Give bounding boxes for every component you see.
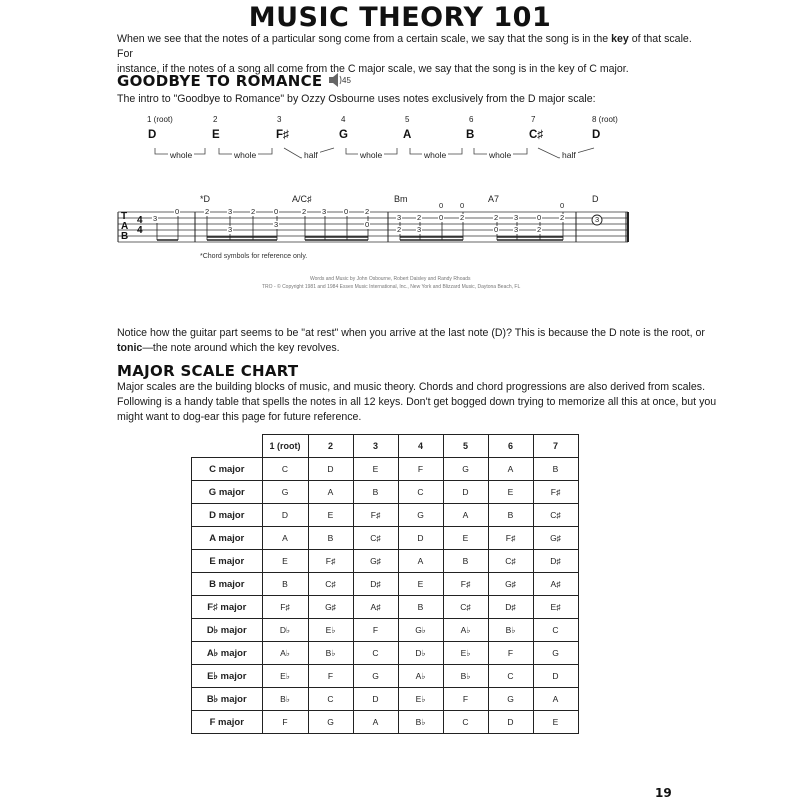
table-cell: B [533,458,578,481]
table-cell: D [443,481,488,504]
table-cell: C♯ [443,596,488,619]
row-key-label: E♭ major [192,665,263,688]
column-header: 6 [488,435,533,458]
tab-fret: 2 [417,213,422,222]
table-row [192,665,579,688]
table-cell: B [443,550,488,573]
table-cell: G [533,642,578,665]
column-header: 2 [308,435,353,458]
intro-text-1: When we see that the notes of a particular song come from a certain scale, we say that the song is in the [117,33,612,45]
degree-4: 4 [341,115,346,124]
table-cell: F♯ [308,550,353,573]
tab-fret: 3 [274,220,279,229]
table-cell: G♯ [353,550,398,573]
degree-8: 8 (root) [592,115,618,124]
table-cell: E♭ [398,688,443,711]
table-cell: B [398,596,443,619]
step-label: whole [489,150,512,160]
table-cell: E [488,481,533,504]
page-title: MUSIC THEORY 101 [248,2,552,33]
chord-symbol: D [592,194,599,204]
row-key-label: C major [192,458,263,481]
credits-line-1: Words and Music by John Osbourne, Robert Daisley and Randy Rhoads [310,276,471,282]
final-note-fret: 3 [595,215,600,224]
tab-clef [121,212,128,242]
table-corner-cell [192,435,263,458]
table-cell: B [353,481,398,504]
table-cell: G♯ [488,573,533,596]
degree-7: 7 [531,115,536,124]
major-scale-text-2: Following is a handy table that spells the notes in all 12 keys. Don't get bogged down trying to memorize all this at once, but you [117,396,717,408]
table-cell: F♯ [443,573,488,596]
rest-text-1: Notice how the guitar part seems to be "at rest" when you arrive at the last note (D)? This is because the D note is the root, or [117,327,705,339]
table-cell: C [533,619,578,642]
table-cell: E♭ [262,665,308,688]
credits-line-2: TRO - © Copyright 1981 and 1984 Essex Music International, Inc., New York and Blizzard Music, Daytona Beach, FL [262,284,521,290]
table-cell: C♯ [308,573,353,596]
tab-clef-b: B [121,231,129,242]
scale-note: C♯ [529,129,544,141]
table-row [192,550,579,573]
time-signature [137,216,143,236]
tab-fret: 3 [397,213,402,222]
tab-fret: 2 [302,207,307,216]
table-cell: E [353,458,398,481]
table-cell: G [262,481,308,504]
table-cell: G [353,665,398,688]
table-row [192,619,579,642]
table-row [192,642,579,665]
table-cell: C♯ [353,527,398,550]
table-cell: G♯ [308,596,353,619]
table-cell: A [353,711,398,734]
row-key-label: G major [192,481,263,504]
chord-symbol: *D [200,194,211,204]
table-cell: E [443,527,488,550]
chord-symbol: A/C♯ [292,194,312,204]
table-cell: A [488,458,533,481]
table-cell: B [308,527,353,550]
tab-fret: 3 [514,225,519,234]
degree-5: 5 [405,115,410,124]
scale-note: F♯ [276,129,289,141]
table-cell: F♯ [262,596,308,619]
intro-text-3: instance, if the notes of a song all come from the C major scale, we say that the song is in the key of C major. [117,63,629,75]
major-scale-text-1: Major scales are the building blocks of music, and music theory. Chords and chord progressions are also derived from scales. [117,381,706,393]
table-row [192,573,579,596]
table-cell: D♭ [262,619,308,642]
table-cell: A [533,688,578,711]
table-cell: D♭ [398,642,443,665]
tab-fret: 2 [494,213,499,222]
table-cell: G [398,504,443,527]
table-cell: G [443,458,488,481]
major-scale-paragraph [117,380,717,425]
audio-track-number: 45 [342,76,351,85]
degree-6: 6 [469,115,474,124]
table-cell: C [308,688,353,711]
tonic-term: tonic [117,342,143,354]
table-row [192,481,579,504]
table-cell: A♭ [398,665,443,688]
table-cell: E [398,573,443,596]
tab-fret: 0 [494,225,499,234]
section-heading-major-scale: MAJOR SCALE CHART [117,362,299,380]
table-cell: A [308,481,353,504]
table-cell: F [308,665,353,688]
table-body [192,458,579,734]
column-header: 4 [398,435,443,458]
table-cell: D [398,527,443,550]
table-cell: F♯ [488,527,533,550]
table-cell: G [308,711,353,734]
chord-footnote: *Chord symbols for reference only. [200,253,308,260]
scale-note: B [466,129,475,141]
tab-fret: 0 [274,207,279,216]
table-cell: B♭ [262,688,308,711]
tab-fret: 2 [560,213,565,222]
table-row [192,458,579,481]
table-cell: E [308,504,353,527]
table-cell: D♯ [533,550,578,573]
tab-fret: 0 [439,201,444,210]
tab-fret: 0 [344,207,349,216]
major-scale-table [191,434,579,734]
intro-key-term: key [611,33,629,45]
tab-fret: 2 [537,225,542,234]
table-cell: A♭ [443,619,488,642]
table-cell: F [353,619,398,642]
section-heading-goodbye: GOODBYE TO ROMANCE [117,72,323,90]
table-row [192,688,579,711]
step-label: half [304,150,318,160]
table-cell: C♯ [533,504,578,527]
row-key-label: F major [192,711,263,734]
table-cell: E♭ [308,619,353,642]
tab-fret: 2 [251,207,256,216]
tab-clef-t: T [121,211,128,222]
tab-fret: 3 [322,207,327,216]
column-header: 7 [533,435,578,458]
table-cell: B [262,573,308,596]
table-cell: A♯ [533,573,578,596]
scale-note: D [148,129,157,141]
tab-fret: 0 [439,213,444,222]
table-cell: F [398,458,443,481]
table-cell: A♭ [262,642,308,665]
table-cell: C [488,665,533,688]
table-row [192,504,579,527]
table-cell: E♯ [533,596,578,619]
degree-3: 3 [277,115,282,124]
table-cell: G♯ [533,527,578,550]
row-key-label: E major [192,550,263,573]
time-sig-top: 4 [137,215,143,226]
rest-paragraph [117,326,717,356]
table-cell: D♯ [353,573,398,596]
goodbye-description: The intro to "Goodbye to Romance" by Ozzy Osbourne uses notes exclusively from the D major scale: [117,93,596,105]
table-cell: E [533,711,578,734]
step-label: whole [360,150,383,160]
table-cell: F♯ [533,481,578,504]
tab-fret: 3 [417,225,422,234]
column-header: 5 [443,435,488,458]
row-key-label: A major [192,527,263,550]
tab-fret: 3 [228,207,233,216]
table-cell: C♯ [488,550,533,573]
table-cell: G [488,688,533,711]
table-cell: G♭ [398,619,443,642]
step-label: whole [170,150,193,160]
table-cell: B♭ [443,665,488,688]
tab-fret: 3 [153,214,158,223]
table-cell: B♭ [398,711,443,734]
table-cell: D [308,458,353,481]
table-cell: F [443,688,488,711]
time-sig-bottom: 4 [137,225,143,236]
scale-note: A [403,129,412,141]
table-cell: F [488,642,533,665]
row-key-label: B♭ major [192,688,263,711]
column-header: 3 [353,435,398,458]
table-cell: D♯ [488,596,533,619]
step-label: whole [234,150,257,160]
table-cell: D [353,688,398,711]
table-cell: D [262,504,308,527]
table-header-row [192,435,579,458]
table-cell: B♭ [488,619,533,642]
tab-fret: 0 [537,213,542,222]
row-key-label: B major [192,573,263,596]
tab-fret: 0 [365,220,370,229]
table-cell: F♯ [353,504,398,527]
table-cell: C [262,458,308,481]
row-key-label: D♭ major [192,619,263,642]
table-row [192,527,579,550]
tab-fret: 2 [397,225,402,234]
scale-note: D [592,129,601,141]
page-number: 19 [655,786,672,800]
table-cell: A [398,550,443,573]
table-cell: F [262,711,308,734]
tab-fret: 0 [560,201,565,210]
scale-note: E [212,129,220,141]
table-row [192,711,579,734]
table-cell: B [488,504,533,527]
step-label: whole [424,150,447,160]
degree-2: 2 [213,115,218,124]
major-scale-text-3: might want to dog-ear this page for future reference. [117,411,362,423]
tab-fret: 3 [514,213,519,222]
intro-text-2: of that scale. For [117,33,692,60]
table-cell: C [398,481,443,504]
row-key-label: F♯ major [192,596,263,619]
row-key-label: A♭ major [192,642,263,665]
tab-fret: 2 [460,213,465,222]
table-cell: C [443,711,488,734]
table-cell: D [533,665,578,688]
row-key-label: D major [192,504,263,527]
tab-clef-a: A [121,221,129,232]
table-cell: B♭ [308,642,353,665]
chord-symbol: Bm [394,194,408,204]
table-cell: D [488,711,533,734]
table-row [192,596,579,619]
column-header: 1 (root) [262,435,308,458]
table-cell: A [262,527,308,550]
scale-note: G [339,129,348,141]
tab-fret: 3 [228,225,233,234]
tab-fret: 0 [175,207,180,216]
chord-symbol: A7 [488,194,500,204]
step-label: half [562,150,576,160]
tab-fret: 2 [365,207,370,216]
table-cell: E♭ [443,642,488,665]
table-cell: A♯ [353,596,398,619]
tab-fret: 0 [460,201,465,210]
table-cell: E [262,550,308,573]
tab-fret: 2 [205,207,210,216]
rest-text-2: —the note around which the key revolves. [142,342,340,354]
degree-1: 1 (root) [147,115,173,124]
table-cell: C [353,642,398,665]
table-cell: A [443,504,488,527]
